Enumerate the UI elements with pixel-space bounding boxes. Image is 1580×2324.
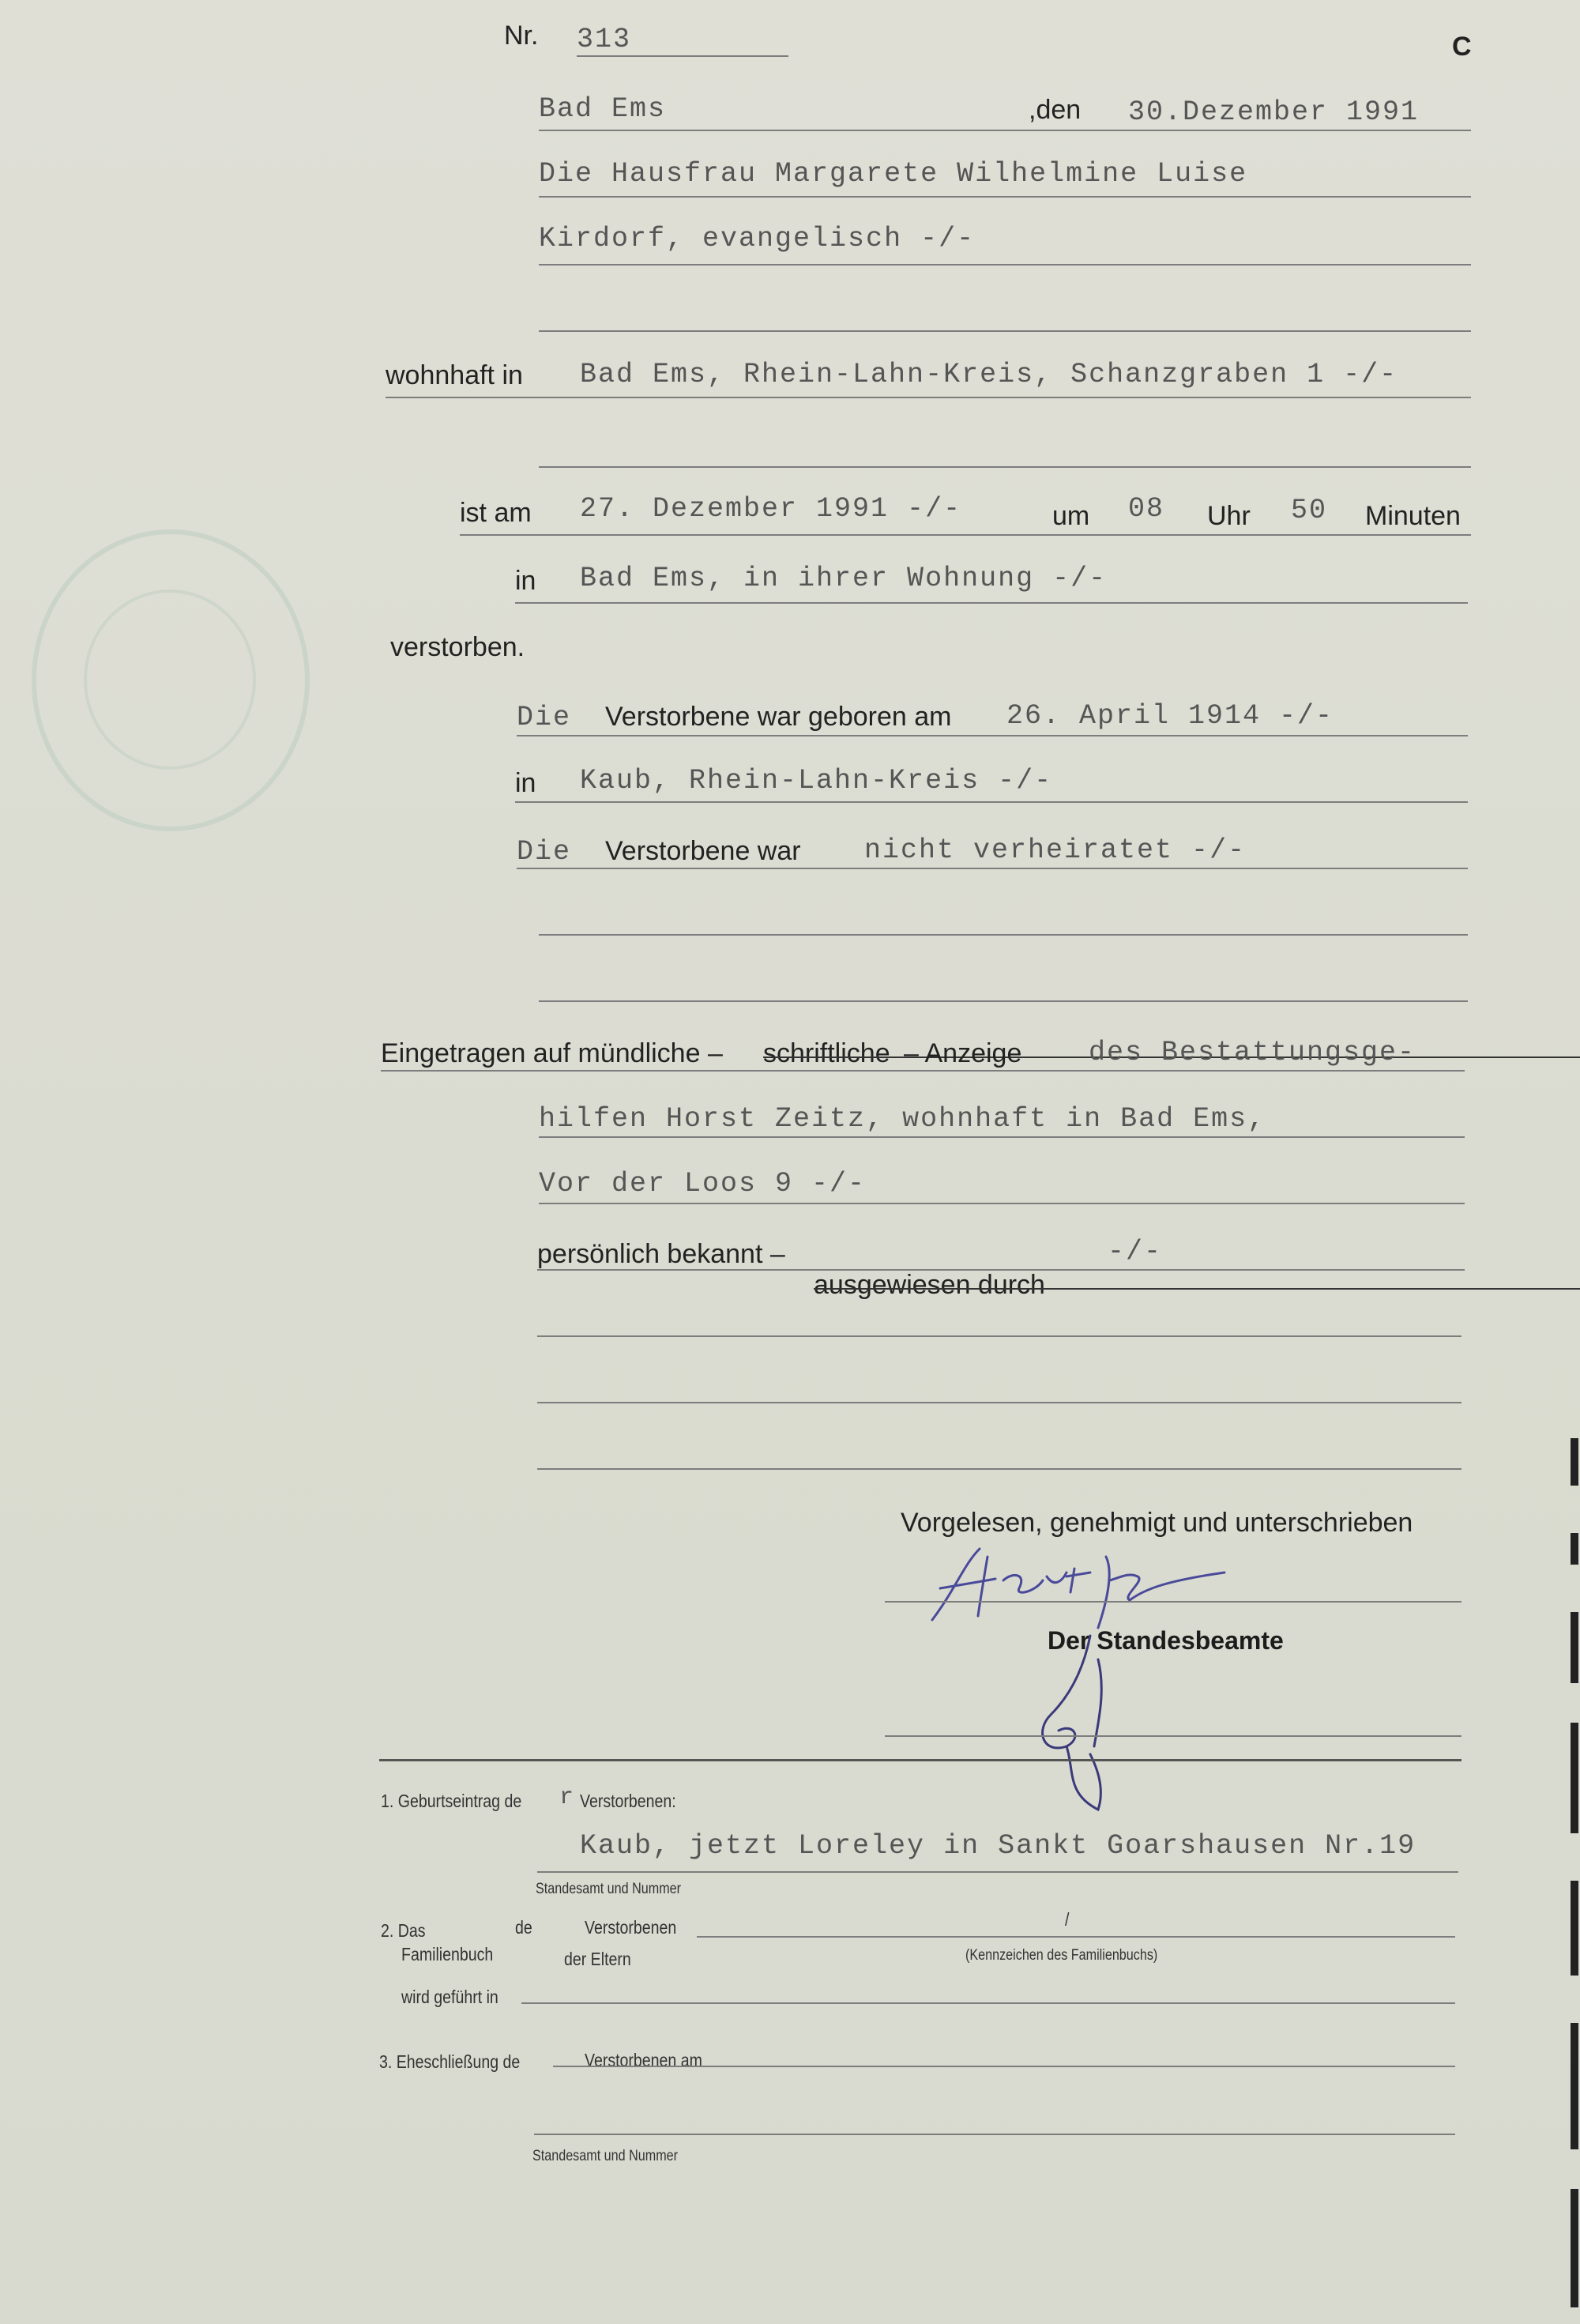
person-line-2: Kirdorf, evangelisch -/- xyxy=(539,223,976,254)
bekannt-value: -/- xyxy=(1108,1236,1163,1267)
war-label: Verstorbene war xyxy=(605,836,801,866)
standesbeamte-label: Der Standesbeamte xyxy=(1048,1626,1284,1655)
wohnhaft-underline xyxy=(386,397,1471,398)
uhr-label: Uhr xyxy=(1207,501,1251,531)
wohnhaft-value: Bad Ems, Rhein-Lahn-Kreis, Schanzgraben 1 -/- xyxy=(580,359,1398,390)
wohnhaft-underline-2 xyxy=(539,466,1471,468)
item2-kennzeichen: (Kennzeichen des Familienbuchs) xyxy=(965,1947,1158,1964)
minuten-label: Minuten xyxy=(1365,501,1461,531)
faded-seal-stamp xyxy=(32,529,310,831)
death-hour: 08 xyxy=(1128,493,1165,525)
series-letter: C xyxy=(1452,32,1472,62)
den-label: ,den xyxy=(1029,95,1082,125)
in-label: in xyxy=(515,566,536,596)
marital-underline xyxy=(517,868,1468,869)
anzeige-underline-3 xyxy=(539,1203,1465,1204)
anzeige-value-3: Vor der Loos 9 -/- xyxy=(539,1168,867,1200)
die-typed: Die xyxy=(517,702,572,733)
bekannt-label: persönlich bekannt – xyxy=(537,1239,785,1269)
nr-label: Nr. xyxy=(504,21,539,51)
marital-status: nicht verheiratet -/- xyxy=(864,834,1247,866)
istam-label: ist am xyxy=(460,498,532,528)
place-value: Bad Ems xyxy=(539,93,667,125)
item3-label: 3. Eheschließung de xyxy=(379,2051,521,2072)
informant-signature xyxy=(908,1533,1240,1636)
birth-place: Kaub, Rhein-Lahn-Kreis -/- xyxy=(580,765,1053,797)
wohnhaft-label: wohnhaft in xyxy=(386,360,523,390)
birth-in-label: in xyxy=(515,768,536,798)
person-underline-1 xyxy=(539,196,1471,198)
bekannt-underline xyxy=(537,1269,1465,1271)
nr-underline xyxy=(577,55,788,57)
person-underline-3 xyxy=(539,330,1471,332)
birth-place-underline xyxy=(515,801,1468,803)
item1-label: 1. Geburtseintrag de xyxy=(381,1791,522,1811)
eingetragen-label: Eingetragen auf mündliche – xyxy=(381,1038,723,1068)
item1-value: Kaub, jetzt Loreley in Sankt Goarshausen Nr.19 xyxy=(580,1830,1416,1862)
item3-verstorbenen: Verstorbenen am xyxy=(585,2050,702,2070)
anzeige-value-1: des Bestattungsge- xyxy=(1089,1037,1416,1068)
item1-label-2: Verstorbenen: xyxy=(580,1791,676,1811)
registrar-signature xyxy=(1019,1628,1130,1817)
item2-familienbuch: Familienbuch xyxy=(401,1944,494,1964)
footer-separator xyxy=(379,1759,1462,1761)
blank-underline-2 xyxy=(537,1402,1462,1403)
marital-underline-3 xyxy=(539,1000,1468,1002)
birth-date: 26. April 1914 -/- xyxy=(1006,700,1334,732)
die-typed-2: Die xyxy=(517,836,572,868)
anzeige-underline-2 xyxy=(539,1136,1465,1138)
blank-underline-1 xyxy=(537,1335,1462,1337)
vorgelesen-label: Vorgelesen, genehmigt und unterschrieben xyxy=(901,1508,1413,1538)
person-underline-2 xyxy=(539,264,1471,266)
item2-verstorbenen: Verstorbenen xyxy=(585,1917,677,1938)
person-line-1: Die Hausfrau Margarete Wilhelmine Luise xyxy=(539,158,1248,190)
item2-eltern: der Eltern xyxy=(564,1949,631,1969)
scan-edge-marks xyxy=(1566,1407,1580,2323)
item2-num: 2. Das xyxy=(381,1920,426,1941)
death-place-underline xyxy=(515,602,1468,604)
anzeige-underline-1 xyxy=(381,1070,1465,1072)
place-date-underline xyxy=(539,130,1471,131)
item1-r: r xyxy=(559,1784,576,1811)
geboren-label: Verstorbene war geboren am xyxy=(605,702,952,732)
death-date: 27. Dezember 1991 -/- xyxy=(580,493,962,525)
item2-slash: / xyxy=(1065,1909,1070,1930)
verstorben-label: verstorben. xyxy=(390,632,525,662)
item2-gefuehrt-underline xyxy=(521,2002,1455,2004)
signature-underline-1 xyxy=(885,1601,1462,1603)
certificate-date: 30.Dezember 1991 xyxy=(1128,96,1420,128)
item2-underline xyxy=(697,1936,1455,1938)
item2-de: de xyxy=(515,1917,532,1938)
signature-underline-2 xyxy=(885,1735,1462,1737)
ausgewiesen-struck-label: ausgewiesen durch xyxy=(814,1270,1580,1301)
item3-underline-2 xyxy=(534,2134,1455,2135)
istam-underline xyxy=(460,534,1471,536)
standesamt-label-2: Standesamt und Nummer xyxy=(532,2148,679,2164)
anzeige-label: – Anzeige xyxy=(904,1038,1022,1068)
death-minutes: 50 xyxy=(1291,495,1328,526)
item1-underline xyxy=(537,1871,1458,1873)
anzeige-value-2: hilfen Horst Zeitz, wohnhaft in Bad Ems, xyxy=(539,1103,1266,1135)
standesamt-label-1: Standesamt und Nummer xyxy=(536,1881,682,1897)
nr-value: 313 xyxy=(577,24,632,55)
item2-gefuehrt: wird geführt in xyxy=(401,1987,498,2007)
death-place: Bad Ems, in ihrer Wohnung -/- xyxy=(580,563,1108,594)
um-label: um xyxy=(1052,501,1090,531)
item3-underline xyxy=(553,2066,1455,2067)
blank-underline-3 xyxy=(537,1468,1462,1470)
schriftliche-struck-label: schriftliche xyxy=(763,1038,1580,1069)
marital-underline-2 xyxy=(539,934,1468,936)
birth-date-underline xyxy=(517,735,1468,736)
